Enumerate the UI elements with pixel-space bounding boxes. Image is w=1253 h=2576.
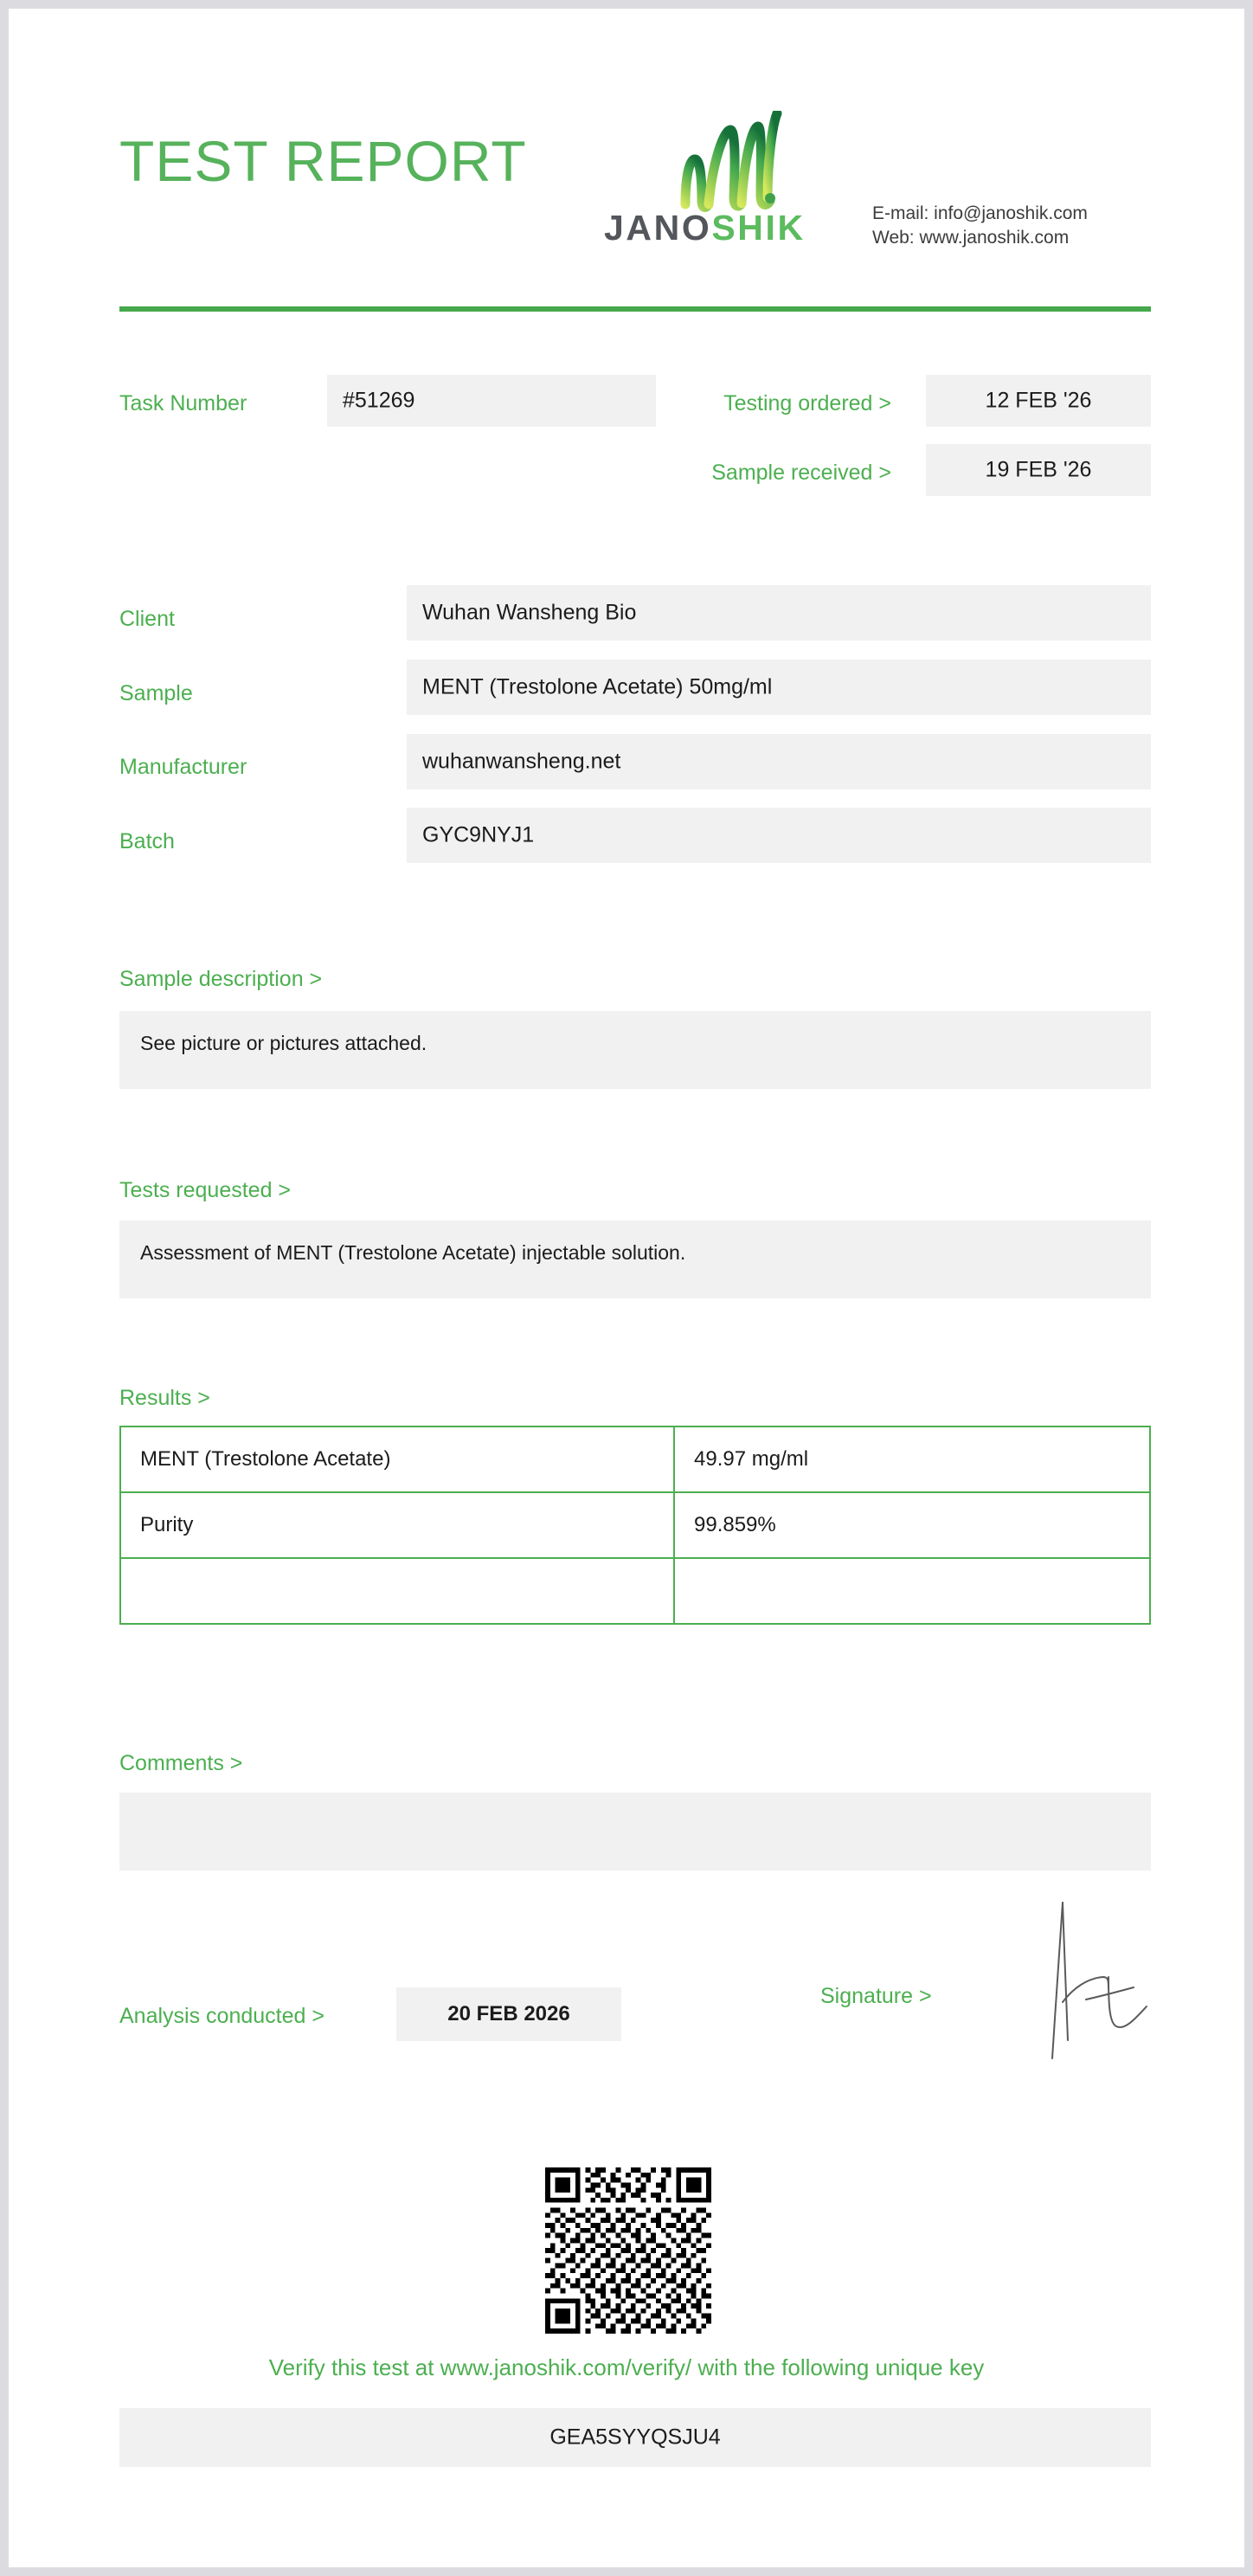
comments-heading: Comments > — [119, 1751, 243, 1775]
result-name — [120, 1558, 674, 1624]
table-row — [120, 1426, 1150, 1492]
brand-block — [604, 104, 1158, 268]
page-title: TEST REPORT — [119, 129, 527, 193]
report-page — [9, 9, 1244, 2567]
sample-description-text: See picture or pictures attached. — [140, 1032, 427, 1054]
client-value: Wuhan Wansheng Bio — [422, 600, 637, 625]
sample-received-label: Sample received > — [711, 460, 891, 485]
sample-received-value: 19 FEB '26 — [985, 457, 1092, 482]
results-heading: Results > — [119, 1386, 210, 1410]
testing-ordered-label: Testing ordered > — [723, 391, 891, 415]
testing-ordered-value: 12 FEB '26 — [985, 388, 1092, 413]
signature-label: Signature > — [820, 1984, 932, 2008]
batch-value: GYC9NYJ1 — [422, 822, 535, 847]
comments-field — [119, 1793, 1151, 1871]
batch-label: Batch — [119, 829, 175, 853]
janoshik-logo-icon — [680, 111, 793, 215]
batch-field — [407, 808, 1151, 863]
contact-web: Web: www.janoshik.com — [872, 227, 1070, 248]
manufacturer-label: Manufacturer — [119, 755, 247, 779]
sample-received-field — [926, 444, 1151, 496]
analysis-conducted-value: 20 FEB 2026 — [447, 2002, 570, 2025]
result-value — [674, 1558, 1150, 1624]
tests-requested-text: Assessment of MENT (Trestolone Acetate) injectable solution. — [140, 1241, 686, 1264]
result-value: 99.859% — [674, 1492, 1150, 1558]
brand-name-light: SHIK — [711, 208, 806, 248]
task-number-value: #51269 — [343, 388, 415, 413]
result-value: 49.97 mg/ml — [674, 1426, 1150, 1492]
brand-wordmark — [604, 208, 806, 248]
result-name: Purity — [120, 1492, 674, 1558]
table-row — [120, 1492, 1150, 1558]
manufacturer-field — [407, 734, 1151, 789]
task-number-label: Task Number — [119, 391, 247, 415]
testing-ordered-field — [926, 375, 1151, 427]
header-divider — [119, 306, 1151, 312]
unique-key-value: GEA5SYYQSJU4 — [549, 2425, 721, 2450]
contact-email: E-mail: info@janoshik.com — [872, 203, 1088, 223]
sample-field — [407, 660, 1151, 715]
analysis-conducted-field — [396, 1987, 621, 2041]
result-name: MENT (Trestolone Acetate) — [120, 1426, 674, 1492]
table-row — [120, 1558, 1150, 1624]
brand-name-dark: JANO — [604, 208, 712, 248]
sample-label: Sample — [119, 681, 193, 705]
analysis-conducted-label: Analysis conducted > — [119, 2004, 324, 2028]
client-label: Client — [119, 607, 175, 631]
verify-instructions: Verify this test at www.janoshik.com/verify/ with the following unique key — [268, 2354, 985, 2380]
client-field — [407, 585, 1151, 641]
manufacturer-value: wuhanwansheng.net — [422, 749, 621, 774]
report-header — [119, 104, 1151, 277]
sample-description-field — [119, 1011, 1151, 1089]
tests-requested-field — [119, 1220, 1151, 1298]
sample-value: MENT (Trestolone Acetate) 50mg/ml — [422, 674, 773, 699]
signature-mark-icon — [1034, 1891, 1160, 2064]
tests-requested-heading: Tests requested > — [119, 1178, 292, 1202]
verification-qr-code — [545, 2167, 711, 2334]
results-table — [119, 1426, 1151, 1625]
contact-info — [872, 202, 1088, 249]
unique-key-field — [119, 2408, 1151, 2467]
sample-description-heading: Sample description > — [119, 967, 323, 991]
